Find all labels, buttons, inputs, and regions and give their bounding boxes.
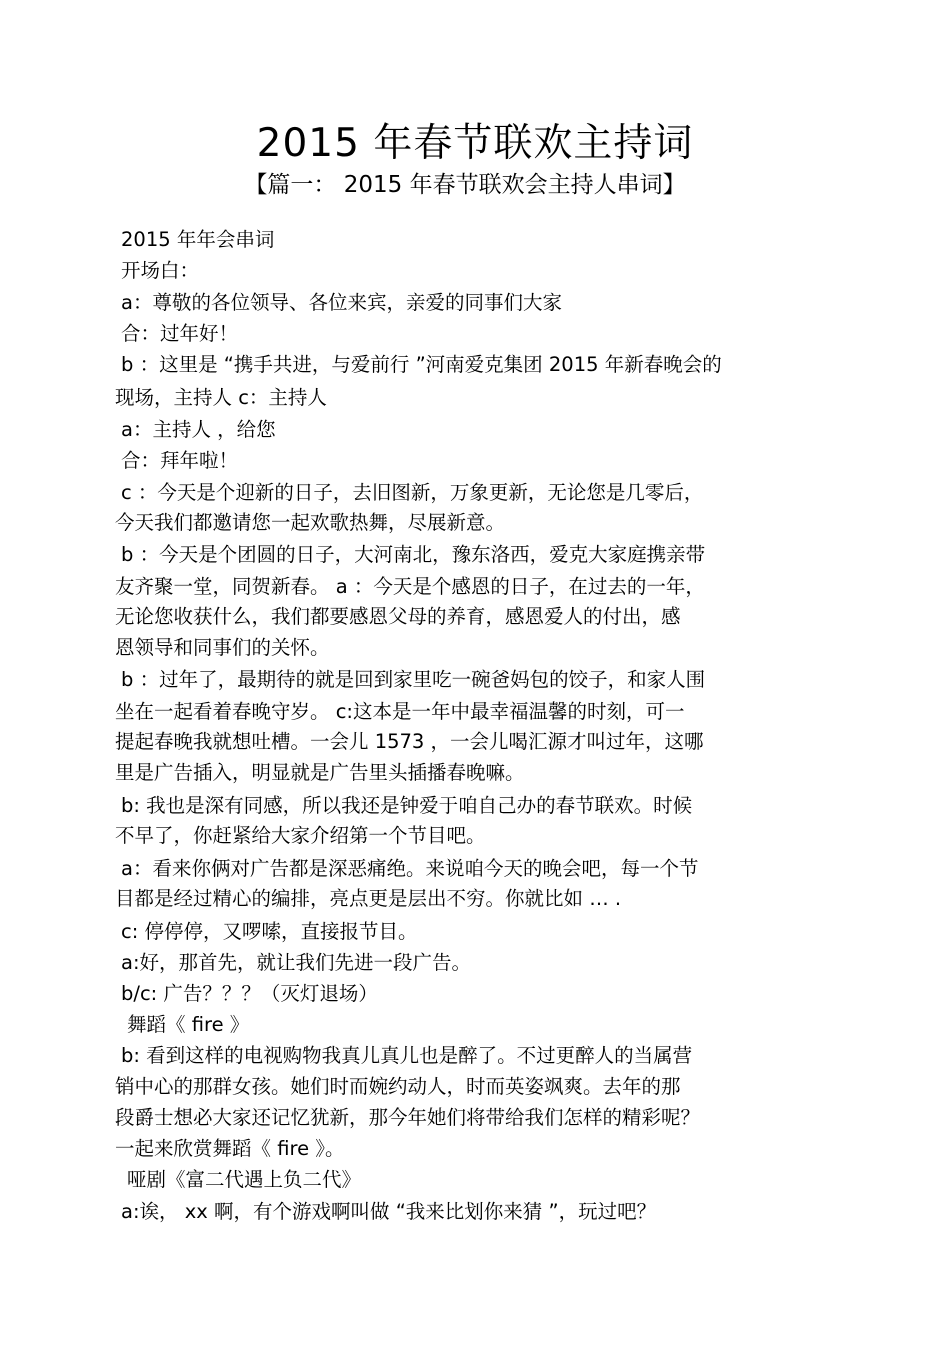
text-line: 合：过年好！ [121,322,239,345]
text-line: 开场白： [121,259,200,282]
text-line: 哑剧《富二代遇上负二代》 [127,1168,362,1191]
page-title: 2015 年春节联欢主持词 [256,121,694,166]
text-line: a：看来你俩对广告都是深恶痛绝。来说咱今天的晚会吧，每一个节 [121,857,699,880]
text-line: a:好，那首先，就让我们先进一段广告。 [121,951,472,974]
text-line: 坐在一起看着春晚守岁。 c:这本是一年中最幸福温馨的时刻，可一 [115,700,685,723]
text-line: 合：拜年啦！ [121,449,239,472]
text-line: a：尊敬的各位领导、各位来宾，亲爱的同事们大家 [121,291,562,314]
text-line: 不早了，你赶紧给大家介绍第一个节目吧。 [115,824,486,847]
text-line: a：主持人 ，给您 [121,418,276,441]
text-line: 今天我们都邀请您一起欢歌热舞，尽展新意。 [115,511,506,534]
text-line: 舞蹈《 fire 》 [127,1013,250,1036]
text-line: a:诶， xx 啊，有个游戏啊叫做 “我来比划你来猜 ”，玩过吧？ [121,1200,657,1223]
text-line: 目都是经过精心的编排，亮点更是层出不穷。你就比如 … . [115,887,622,910]
text-line: 里是广告插入，明显就是广告里头插播春晚嘛。 [115,761,525,784]
text-line: c: 停停停，又啰嗦，直接报节目。 [121,920,418,943]
text-line: 现场，主持人 c：主持人 [115,386,327,409]
text-line: b ：今天是个团圆的日子，大河南北，豫东洛西，爱克大家庭携亲带 [121,543,706,566]
text-line: b ：这里是 “携手共进，与爱前行 ”河南爱克集团 2015 年新春晚会的 [121,353,722,376]
text-line: b/c: 广告？？？（灭灯退场） [121,982,378,1005]
text-line: 恩领导和同事们的关怀。 [115,636,330,659]
text-line: 2015 年年会串词 [121,228,275,251]
text-line: 友齐聚一堂，同贺新春。 a ：今天是个感恩的日子，在过去的一年， [115,575,705,598]
text-line: b: 我也是深有同感，所以我还是钟爱于咱自己办的春节联欢。时候 [121,794,693,817]
text-line: b: 看到这样的电视购物我真儿真儿也是醉了。不过更醉人的当属营 [121,1044,693,1067]
section-heading: 【篇一： 2015 年春节联欢会主持人串词】 [244,172,686,198]
text-line: 销中心的那群女孩。她们时而婉约动人，时而英姿飒爽。去年的那 [115,1075,681,1098]
text-line: 段爵士想必大家还记忆犹新，那今年她们将带给我们怎样的精彩呢？ [115,1106,701,1129]
text-line: b ：过年了，最期待的就是回到家里吃一碗爸妈包的饺子，和家人围 [121,668,706,691]
text-line: 一起来欣赏舞蹈《 fire 》。 [115,1137,345,1160]
text-line: 提起春晚我就想吐槽。一会儿 1573 ，一会儿喝汇源才叫过年，这哪 [115,730,704,753]
text-line: 无论您收获什么，我们都要感恩父母的养育，感恩爱人的付出，感 [115,605,681,628]
text-line: c ：今天是个迎新的日子，去旧图新，万象更新，无论您是几零后， [121,481,704,504]
